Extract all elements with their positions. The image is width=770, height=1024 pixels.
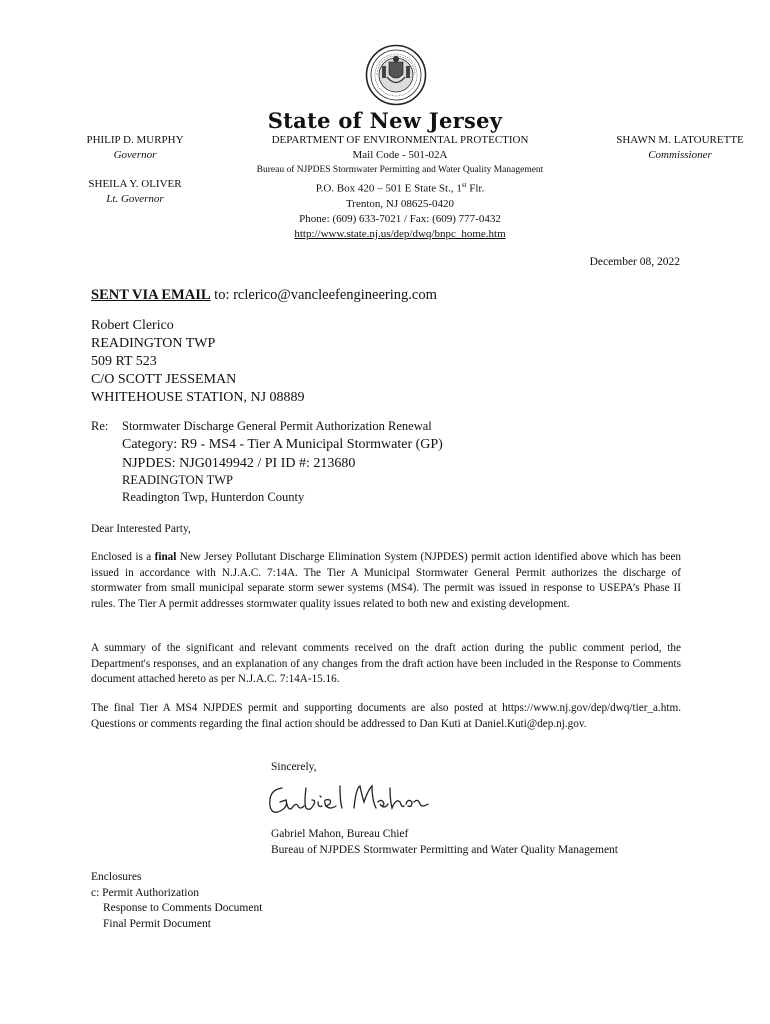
website-link[interactable]: http://www.state.nj.us/dep/dwq/bnpc_home.htm <box>294 227 506 240</box>
re-category: Category: R9 - MS4 - Tier A Municipal Stormwater (GP) <box>122 437 443 452</box>
signature-text: Gabriel Mahon <box>262 778 269 779</box>
lt-governor-title: Lt. Governor <box>106 193 164 205</box>
recipient-address <box>91 317 305 407</box>
enclosures-label: Enclosures <box>91 871 142 883</box>
signer-bureau: Bureau of NJPDES Stormwater Permitting and Water Quality Management <box>271 844 618 856</box>
phone-fax: Phone: (609) 633-7021 / Fax: (609) 777-0432 <box>299 212 501 225</box>
paragraph-2: A summary of the significant and relevant comments received on the draft action during the public comment period, the Department's responses, and an explanation of any changes from the draft action have been included in the Response to Comments document attached hereto as per N.J.A.C. 7:14A-15.16. <box>91 642 681 686</box>
city-address: Trenton, NJ 08625-0420 <box>345 197 455 210</box>
cc-item: Final Permit Document <box>103 917 211 930</box>
re-label: Re: <box>91 419 109 433</box>
recipient-line: WHITEHOUSE STATION, NJ 08889 <box>91 390 305 405</box>
re-entity: READINGTON TWP <box>122 473 233 487</box>
sent-to-email: to: rclerico@vancleefengineering.com <box>210 287 437 303</box>
cc-item: Response to Comments Document <box>103 902 263 914</box>
closing: Sincerely, <box>271 761 317 773</box>
re-subject: Stormwater Discharge General Permit Authorization Renewal <box>122 419 432 433</box>
department-block <box>220 133 580 242</box>
salutation: Dear Interested Party, <box>91 523 191 535</box>
sent-via-label: SENT VIA EMAIL <box>91 287 211 303</box>
signer-name: Gabriel Mahon, Bureau Chief <box>271 828 409 840</box>
bureau-name: Bureau of NJPDES Stormwater Permitting and Water Quality Management <box>256 165 544 175</box>
sent-via-line <box>91 287 437 304</box>
lt-governor-name: SHEILA Y. OLIVER <box>88 178 182 190</box>
cc-label: c: Permit Authorization <box>91 886 199 899</box>
recipient-line: READINGTON TWP <box>91 336 216 351</box>
department-name: DEPARTMENT OF ENVIRONMENTAL PROTECTION <box>271 134 529 146</box>
governor-block <box>70 133 200 207</box>
recipient-line: C/O SCOTT JESSEMAN <box>91 372 237 387</box>
signer-block <box>271 826 618 858</box>
commissioner-name: SHAWN M. LATOURETTE <box>616 134 744 146</box>
recipient-line: 509 RT 523 <box>91 354 157 369</box>
mail-code: Mail Code - 501-02A <box>352 149 448 161</box>
paragraph-1: Enclosed is a final New Jersey Pollutant Discharge Elimination System (NJPDES) permit action identified above which has been issued in accordance with N.J.A.C. 7:14A. The Tier A Municipal Stormwater General Permit authorizes the discharge of stormwater from small municipal separate storm sewer systems (MS4). The permit was issued in response to USEPA’s Phase II rules. The Tier A permit addresses stormwater quality issues related to both new and existing development. <box>91 551 682 610</box>
po-box: P.O. Box 420 – 501 E State St., 1st Flr. <box>315 181 485 195</box>
paragraph-3: The final Tier A MS4 NJPDES permit and supporting documents are also posted at https://www.nj.gov/dep/dwq/tier_a.htm. Questions or comments regarding the final action should be addressed to Dan Kuti at Daniel.Kuti@dep.nj.gov. <box>91 702 681 730</box>
state-seal-logo <box>365 44 427 106</box>
re-njpdes: NJPDES: NJG0149942 / PI ID #: 213680 <box>122 456 356 471</box>
letter-date: December 08, 2022 <box>589 256 680 268</box>
state-title: State of New Jersey <box>267 108 503 133</box>
governor-name: PHILIP D. MURPHY <box>86 134 184 146</box>
handwritten-signature <box>262 778 432 822</box>
re-location: Readington Twp, Hunterdon County <box>122 490 305 504</box>
governor-title: Governor <box>113 149 157 161</box>
commissioner-block <box>605 133 755 163</box>
enclosures-block <box>91 870 262 932</box>
recipient-line: Robert Clerico <box>91 318 174 333</box>
commissioner-title: Commissioner <box>648 149 712 161</box>
